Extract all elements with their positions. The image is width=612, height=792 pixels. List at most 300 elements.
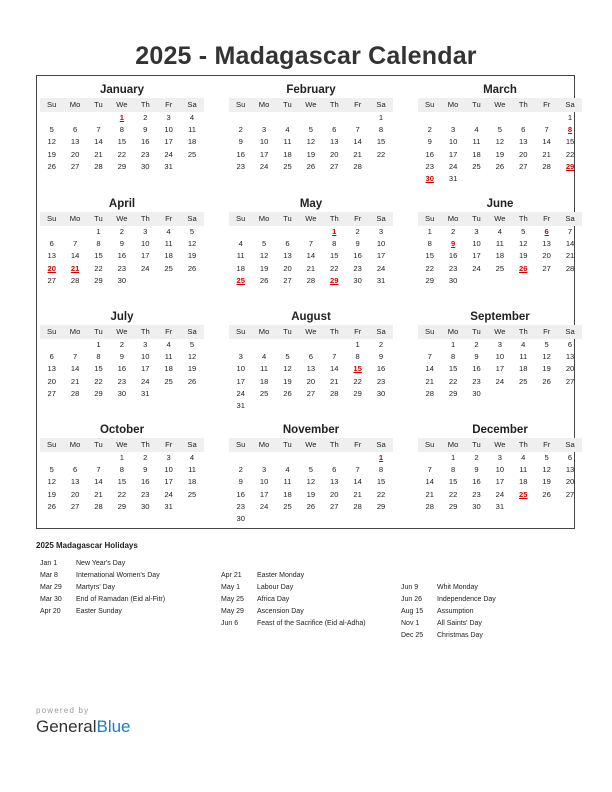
day-cell: 15 xyxy=(117,477,127,487)
day-cell: 21 xyxy=(353,149,362,159)
day-cell: 31 xyxy=(164,501,173,511)
week-row xyxy=(40,238,204,250)
day-cell: 1 xyxy=(427,227,432,236)
day-cell: 26 xyxy=(47,161,56,171)
day-cell xyxy=(299,513,322,525)
weekday-label: We xyxy=(305,100,317,109)
month-name: September xyxy=(470,311,530,323)
holiday-row xyxy=(40,594,220,606)
day-cell: 18 xyxy=(236,263,245,273)
day-cell: 5 xyxy=(544,340,549,349)
day-cell: 18 xyxy=(187,137,197,147)
day-cell xyxy=(299,112,322,124)
day-cell: 6 xyxy=(285,239,290,249)
day-cell xyxy=(488,112,511,124)
day-cell xyxy=(441,112,464,124)
day-cell: 23 xyxy=(117,376,127,386)
day-cell: 10 xyxy=(141,239,150,249)
day-cell: 5 xyxy=(189,340,195,349)
day-cell: 21 xyxy=(330,376,339,386)
day-cell: 9 xyxy=(238,477,243,487)
day-cell: 9 xyxy=(143,125,148,135)
month-june xyxy=(418,196,582,287)
day-cell: 16 xyxy=(425,149,434,159)
holiday-date: Aug 15 xyxy=(401,607,424,615)
day-cell: 20 xyxy=(542,251,551,261)
day-cell: 26 xyxy=(542,489,551,499)
holiday-date: Apr 20 xyxy=(40,607,61,615)
day-cell: 22 xyxy=(117,149,127,159)
day-cell: 28 xyxy=(425,388,434,398)
day-cell xyxy=(229,226,252,238)
day-cell: 14 xyxy=(353,137,362,147)
day-cell: 14 xyxy=(353,477,362,487)
weekday-label: Su xyxy=(425,440,435,449)
day-cell: 23 xyxy=(117,263,127,273)
day-cell: 24 xyxy=(495,489,505,499)
day-cell xyxy=(465,173,488,185)
day-cell: 21 xyxy=(306,263,316,273)
day-cell: 5 xyxy=(497,125,502,135)
weekday-label: We xyxy=(494,440,506,449)
day-cell: 27 xyxy=(330,501,339,511)
day-cell: 6 xyxy=(72,465,78,475)
day-cell: 12 xyxy=(47,477,56,487)
day-cell: 15 xyxy=(94,364,103,374)
weekday-label: Su xyxy=(47,440,57,449)
day-cell: 24 xyxy=(495,376,505,386)
weekday-label: Tu xyxy=(283,100,292,109)
holiday-row xyxy=(401,594,575,606)
weekday-label: Mo xyxy=(258,327,270,336)
day-cell: 7 xyxy=(96,465,101,475)
day-cell: 22 xyxy=(565,149,575,159)
week-row xyxy=(40,124,204,136)
weekday-label: Mo xyxy=(258,440,270,449)
week-row xyxy=(418,124,582,136)
week-row xyxy=(40,149,204,161)
month-name: November xyxy=(282,424,340,436)
day-cell: 17 xyxy=(141,364,150,374)
day-cell: 7 xyxy=(96,125,101,135)
weekday-header xyxy=(418,438,582,452)
day-cell: 22 xyxy=(448,489,458,499)
weekday-label: Tu xyxy=(472,440,481,449)
day-cell: 9 xyxy=(474,352,479,362)
month-name: May xyxy=(299,198,323,210)
day-cell: 30 xyxy=(141,161,150,171)
holiday-name: Labour Day xyxy=(257,583,294,591)
weekday-label: Fr xyxy=(354,327,362,336)
day-cell: 26 xyxy=(259,275,269,285)
week-row xyxy=(229,363,393,375)
day-cell: 7 xyxy=(355,465,360,475)
week-row xyxy=(40,351,204,363)
day-cell: 5 xyxy=(521,227,526,236)
month-name: October xyxy=(99,424,145,436)
day-cell: 6 xyxy=(567,340,573,349)
day-cell xyxy=(252,513,275,525)
day-cell: 15 xyxy=(330,251,339,261)
day-cell: 27 xyxy=(542,263,551,273)
day-cell: 17 xyxy=(164,477,173,487)
day-cell: 30 xyxy=(117,275,127,285)
logo-text-blue: Blue xyxy=(96,717,131,736)
week-row xyxy=(418,275,582,287)
day-cell: 19 xyxy=(542,477,551,487)
day-cell: 16 xyxy=(472,477,481,487)
day-cell: 16 xyxy=(117,364,127,374)
day-cell xyxy=(323,513,346,525)
day-cell xyxy=(40,226,63,238)
day-cell: 22 xyxy=(353,376,362,386)
day-cell: 1 xyxy=(96,227,101,236)
day-cell: 24 xyxy=(141,376,150,386)
holiday-day-cell: 1 xyxy=(119,113,124,122)
day-cell: 7 xyxy=(332,352,337,362)
day-cell: 29 xyxy=(94,275,103,285)
day-cell xyxy=(276,339,299,351)
holiday-day-cell: 25 xyxy=(519,489,528,499)
week-row xyxy=(418,112,582,124)
month-january xyxy=(40,82,204,173)
day-cell: 9 xyxy=(378,352,384,362)
holiday-row xyxy=(221,582,401,594)
weekday-label: We xyxy=(494,214,506,223)
day-cell: 8 xyxy=(450,465,456,475)
day-cell: 11 xyxy=(188,465,196,475)
weekday-label: Fr xyxy=(165,440,173,449)
day-cell xyxy=(488,173,511,185)
day-cell: 6 xyxy=(521,125,526,135)
day-cell: 8 xyxy=(355,352,360,362)
day-cell: 21 xyxy=(94,489,103,499)
day-cell: 30 xyxy=(141,501,150,511)
weekday-label: Mo xyxy=(447,327,459,336)
day-cell: 13 xyxy=(330,477,339,487)
week-row xyxy=(418,136,582,148)
day-cell: 21 xyxy=(70,376,80,386)
day-cell: 29 xyxy=(117,161,127,171)
day-cell xyxy=(488,388,511,400)
holiday-date: May 29 xyxy=(221,607,244,615)
day-cell: 6 xyxy=(49,239,54,249)
day-cell xyxy=(323,400,346,412)
day-cell: 6 xyxy=(332,125,337,135)
day-cell: 2 xyxy=(238,125,243,135)
day-cell: 9 xyxy=(119,352,124,362)
day-cell xyxy=(63,226,86,238)
week-row xyxy=(40,501,204,513)
day-cell xyxy=(418,112,441,124)
day-cell xyxy=(512,173,535,185)
day-cell: 27 xyxy=(283,275,292,285)
day-cell: 26 xyxy=(542,376,551,386)
day-cell: 18 xyxy=(283,149,292,159)
week-row xyxy=(40,339,204,351)
week-row xyxy=(229,400,393,412)
week-row xyxy=(229,226,393,238)
weekday-label: Fr xyxy=(165,327,173,336)
day-cell: 5 xyxy=(49,465,54,475)
day-cell: 19 xyxy=(259,263,269,273)
day-cell: 12 xyxy=(542,352,551,362)
day-cell: 12 xyxy=(187,352,197,362)
holiday-day-cell: 1 xyxy=(378,453,384,462)
weekday-label: Tu xyxy=(472,214,481,223)
holiday-name: New Year's Day xyxy=(76,560,126,567)
weekday-label: Mo xyxy=(447,100,459,109)
weekday-label: Fr xyxy=(543,327,551,336)
weekday-header xyxy=(40,212,204,226)
day-cell: 23 xyxy=(425,161,434,171)
day-cell: 19 xyxy=(187,364,197,374)
week-row xyxy=(418,489,582,501)
day-cell: 20 xyxy=(306,376,316,386)
day-cell: 18 xyxy=(495,251,505,261)
day-cell: 16 xyxy=(472,364,481,374)
week-row xyxy=(229,124,393,136)
day-cell: 16 xyxy=(141,137,150,147)
day-cell: 3 xyxy=(238,352,243,362)
day-cell xyxy=(369,400,392,412)
weekday-label: We xyxy=(116,214,128,223)
day-cell: 2 xyxy=(119,227,124,236)
day-cell: 23 xyxy=(236,161,245,171)
weekday-label: Su xyxy=(236,327,246,336)
weekday-label: We xyxy=(494,100,506,109)
weekday-label: Th xyxy=(140,327,150,336)
week-row xyxy=(418,452,582,464)
day-cell: 14 xyxy=(306,251,316,261)
day-cell xyxy=(512,275,535,287)
day-cell: 31 xyxy=(495,501,505,511)
weekday-label: Tu xyxy=(472,100,481,109)
day-cell: 22 xyxy=(94,263,103,273)
holiday-name: All Saints' Day xyxy=(437,619,482,627)
holiday-name: Easter Monday xyxy=(257,572,305,579)
day-cell: 13 xyxy=(283,251,292,261)
day-cell: 4 xyxy=(189,453,195,462)
day-cell: 22 xyxy=(330,263,339,273)
day-cell: 26 xyxy=(187,376,197,386)
day-cell: 16 xyxy=(448,251,458,261)
day-cell: 20 xyxy=(330,149,339,159)
month-october xyxy=(40,422,204,513)
day-cell: 16 xyxy=(117,251,127,261)
holiday-date: Jan 1 xyxy=(40,560,58,567)
week-row xyxy=(40,263,204,275)
day-cell: 25 xyxy=(472,161,481,171)
day-cell: 4 xyxy=(285,125,290,135)
day-cell: 17 xyxy=(495,364,505,374)
month-september xyxy=(418,309,582,400)
month-name: January xyxy=(99,84,145,96)
holiday-name: Africa Day xyxy=(257,595,290,603)
day-cell: 19 xyxy=(47,149,56,159)
week-row xyxy=(40,489,204,501)
holiday-row xyxy=(221,570,401,582)
day-cell: 7 xyxy=(427,352,432,362)
day-cell: 21 xyxy=(353,489,362,499)
day-cell: 20 xyxy=(330,489,339,499)
week-row xyxy=(418,161,582,173)
day-cell: 27 xyxy=(47,388,56,398)
holiday-date: Jun 9 xyxy=(401,584,419,591)
holiday-day-cell: 29 xyxy=(565,161,575,171)
weekday-label: Fr xyxy=(543,440,551,449)
day-cell: 28 xyxy=(70,275,80,285)
month-name: February xyxy=(286,84,336,96)
week-row xyxy=(418,173,582,185)
day-cell: 18 xyxy=(519,364,528,374)
day-cell: 26 xyxy=(306,501,316,511)
day-cell: 12 xyxy=(187,239,197,249)
day-cell: 21 xyxy=(565,251,575,261)
week-row xyxy=(418,351,582,363)
day-cell: 24 xyxy=(164,149,173,159)
day-cell: 26 xyxy=(47,501,56,511)
weekday-label: Th xyxy=(329,440,339,449)
day-cell: 8 xyxy=(450,352,456,362)
day-cell xyxy=(252,452,275,464)
weekday-label: Th xyxy=(518,327,528,336)
month-august xyxy=(229,309,393,412)
day-cell: 7 xyxy=(567,227,573,236)
weekday-label: Sa xyxy=(376,100,386,109)
day-cell: 19 xyxy=(495,149,505,159)
day-cell: 14 xyxy=(565,239,575,249)
month-name: March xyxy=(483,84,517,96)
day-cell xyxy=(323,339,346,351)
day-cell: 27 xyxy=(47,275,56,285)
holidays-title: 2025 Madagascar Holidays xyxy=(36,541,138,550)
holiday-day-cell: 6 xyxy=(544,227,549,236)
weekday-label: Th xyxy=(518,214,528,223)
holiday-row xyxy=(40,558,220,570)
day-cell: 4 xyxy=(521,453,526,462)
day-cell: 21 xyxy=(542,149,551,159)
day-cell: 2 xyxy=(427,125,432,135)
day-cell: 27 xyxy=(306,388,316,398)
day-cell: 25 xyxy=(519,376,528,386)
day-cell: 22 xyxy=(117,489,127,499)
month-name: June xyxy=(486,198,514,210)
day-cell: 1 xyxy=(450,340,456,349)
day-cell: 5 xyxy=(544,453,549,462)
week-row xyxy=(40,275,204,287)
weekday-label: Sa xyxy=(565,327,575,336)
weekday-label: Sa xyxy=(187,440,197,449)
day-cell xyxy=(299,400,322,412)
holiday-date: Apr 21 xyxy=(221,572,242,579)
day-cell xyxy=(488,275,511,287)
weekday-label: We xyxy=(116,100,128,109)
day-cell: 4 xyxy=(238,239,243,249)
day-cell: 4 xyxy=(497,227,502,236)
weekday-label: Su xyxy=(47,327,57,336)
day-cell: 22 xyxy=(94,376,103,386)
weekday-header xyxy=(418,212,582,226)
day-cell: 25 xyxy=(187,489,197,499)
holiday-row xyxy=(401,630,575,642)
weekday-label: Su xyxy=(236,440,246,449)
day-cell: 15 xyxy=(94,251,103,261)
day-cell: 31 xyxy=(376,275,386,285)
day-cell: 19 xyxy=(306,489,316,499)
day-cell: 12 xyxy=(306,137,316,147)
day-cell: 4 xyxy=(189,113,195,122)
day-cell: 6 xyxy=(332,465,337,475)
powered-by-text: powered by xyxy=(36,706,90,715)
day-cell: 29 xyxy=(117,501,127,511)
day-cell: 11 xyxy=(472,137,481,147)
week-row xyxy=(418,250,582,262)
day-cell: 11 xyxy=(283,137,292,147)
holiday-date: Mar 29 xyxy=(40,583,62,591)
month-name: December xyxy=(472,424,528,436)
month-november xyxy=(229,422,393,525)
week-row xyxy=(418,339,582,351)
day-cell: 18 xyxy=(519,477,528,487)
holiday-column-3 xyxy=(401,582,575,641)
day-cell xyxy=(558,501,581,513)
day-cell: 23 xyxy=(376,376,386,386)
day-cell: 9 xyxy=(119,239,124,249)
week-row xyxy=(229,112,393,124)
day-cell: 14 xyxy=(425,364,434,374)
holiday-day-cell: 9 xyxy=(450,239,456,249)
day-cell: 25 xyxy=(187,149,197,159)
day-cell: 15 xyxy=(376,477,386,487)
holiday-name: Feast of the Sacrifice (Eid al-Adha) xyxy=(257,619,366,627)
week-row xyxy=(229,339,393,351)
weekday-label: Sa xyxy=(187,214,197,223)
day-cell: 27 xyxy=(565,489,575,499)
day-cell: 17 xyxy=(141,251,150,261)
day-cell: 14 xyxy=(425,477,434,487)
day-cell xyxy=(276,452,299,464)
day-cell xyxy=(535,173,558,185)
day-cell: 1 xyxy=(567,113,573,122)
day-cell: 6 xyxy=(49,352,54,362)
weekday-label: Su xyxy=(425,327,435,336)
day-cell xyxy=(369,161,392,173)
day-cell xyxy=(535,275,558,287)
day-cell: 29 xyxy=(376,501,386,511)
week-row xyxy=(418,226,582,238)
weekday-label: We xyxy=(116,440,128,449)
generalblue-logo[interactable] xyxy=(36,717,131,737)
day-cell: 13 xyxy=(542,239,551,249)
weekday-label: Th xyxy=(518,440,528,449)
day-cell: 15 xyxy=(565,137,575,147)
holiday-row xyxy=(221,618,401,630)
holiday-date: Nov 1 xyxy=(401,619,420,627)
day-cell: 1 xyxy=(96,340,101,349)
month-december xyxy=(418,422,582,513)
day-cell xyxy=(63,452,86,464)
weekday-label: Su xyxy=(47,100,57,109)
day-cell: 24 xyxy=(472,263,481,273)
day-cell xyxy=(346,513,369,525)
weekday-label: Fr xyxy=(165,100,173,109)
day-cell xyxy=(512,501,535,513)
weekday-label: Sa xyxy=(565,440,575,449)
day-cell: 29 xyxy=(353,388,362,398)
holiday-date: Dec 25 xyxy=(401,631,424,639)
day-cell xyxy=(252,112,275,124)
